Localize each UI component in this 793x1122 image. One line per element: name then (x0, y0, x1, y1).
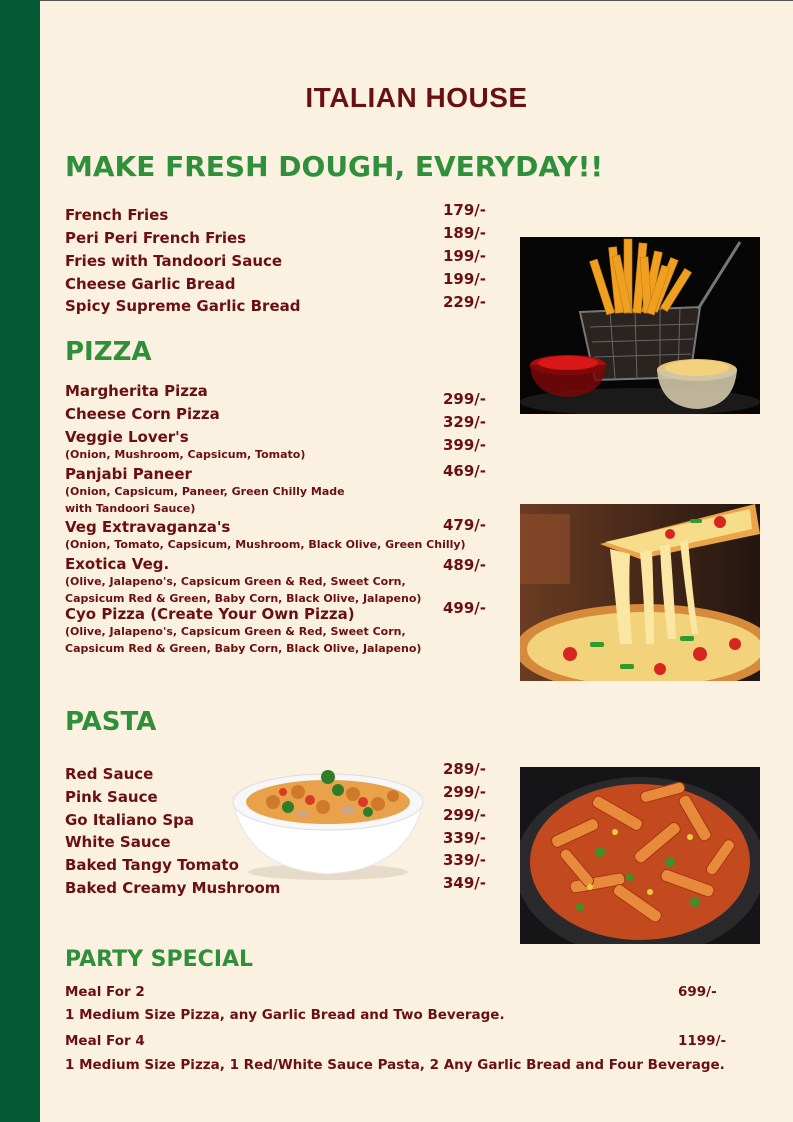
party-item-name: Meal For 4 (65, 1033, 145, 1049)
menu-item-name: Panjabi Paneer (65, 465, 192, 483)
menu-item-name: Go Italiano Spa (65, 811, 194, 829)
menu-item-name: Cheese Garlic Bread (65, 275, 236, 293)
menu-item-price: 199/- (443, 247, 487, 265)
section-heading-pasta: PASTA (65, 707, 157, 737)
fries-basket-icon (520, 237, 760, 414)
party-item-price: 1199/- (678, 1033, 727, 1049)
menu-item-description: (Onion, Capsicum, Paneer, Green Chilly Made with Tandoori Sauce) (65, 485, 345, 515)
menu-item-price: 329/- (443, 413, 487, 431)
menu-item-price: 399/- (443, 436, 487, 454)
menu-item-description: (Olive, Jalapeno's, Capsicum Green & Red, Sweet Corn, Capsicum Red & Green, Baby Corn, Black Olive, Jalapeno) (65, 625, 422, 655)
menu-item-name: Pink Sauce (65, 788, 158, 806)
menu-item-price: 499/- (443, 599, 487, 617)
menu-item-price: 289/- (443, 760, 487, 778)
menu-item-price: 229/- (443, 293, 487, 311)
menu-item-price: 339/- (443, 829, 487, 847)
party-item-name: Meal For 2 (65, 984, 145, 1000)
menu-item-name: French Fries (65, 206, 169, 224)
menu-item-name: Baked Creamy Mushroom (65, 879, 281, 897)
menu-item-name: Veg Extravaganza's (65, 518, 231, 536)
restaurant-title: ITALIAN HOUSE (305, 82, 528, 113)
menu-item-price: 349/- (443, 874, 487, 892)
section-heading-pizza: PIZZA (65, 337, 152, 367)
menu-item-price: 189/- (443, 224, 487, 242)
left-green-band (0, 0, 40, 1122)
menu-item-name: Fries with Tandoori Sauce (65, 252, 283, 270)
menu-item-price: 339/- (443, 851, 487, 869)
party-item-description: 1 Medium Size Pizza, 1 Red/White Sauce Pasta, 2 Any Garlic Bread and Four Beverage. (65, 1057, 725, 1073)
pasta-bowl-icon (228, 762, 428, 882)
menu-item-price: 199/- (443, 270, 487, 288)
menu-item-name: Cheese Corn Pizza (65, 405, 220, 423)
menu-item-price: 469/- (443, 462, 487, 480)
menu-item-price: 489/- (443, 556, 487, 574)
menu-item-name: White Sauce (65, 833, 171, 851)
penne-photo (520, 767, 760, 944)
menu-item-price: 299/- (443, 783, 487, 801)
pizza-photo (520, 504, 760, 681)
menu-item-name: Peri Peri French Fries (65, 229, 247, 247)
penne-pasta-icon (520, 767, 760, 944)
menu-item-price: 299/- (443, 390, 487, 408)
section-heading-party-special: PARTY SPECIAL (65, 947, 254, 972)
top-border (40, 0, 793, 1)
menu-item-description: (Onion, Tomato, Capsicum, Mushroom, Black Olive, Green Chilly) (65, 538, 466, 551)
menu-item-name: Veggie Lover's (65, 428, 189, 446)
section-heading-starters: MAKE FRESH DOUGH, EVERYDAY!! (65, 150, 604, 183)
menu-item-name: Exotica Veg. (65, 555, 170, 573)
party-item-price: 699/- (678, 984, 717, 1000)
pasta-bowl-photo (228, 762, 428, 882)
menu-item-name: Red Sauce (65, 765, 154, 783)
menu-item-name: Margherita Pizza (65, 382, 208, 400)
menu-item-name: Spicy Supreme Garlic Bread (65, 297, 301, 315)
menu-item-price: 479/- (443, 516, 487, 534)
fries-photo (520, 237, 760, 414)
cheese-pizza-icon (520, 504, 760, 681)
menu-item-name: Cyo Pizza (Create Your Own Pizza) (65, 605, 355, 623)
party-item-description: 1 Medium Size Pizza, any Garlic Bread and Two Beverage. (65, 1007, 505, 1023)
menu-item-name: Baked Tangy Tomato (65, 856, 239, 874)
menu-item-description: (Onion, Mushroom, Capsicum, Tomato) (65, 448, 306, 461)
menu-item-description: (Olive, Jalapeno's, Capsicum Green & Red, Sweet Corn, Capsicum Red & Green, Baby Corn, Black Olive, Jalapeno) (65, 575, 422, 605)
menu-item-price: 179/- (443, 201, 487, 219)
menu-item-price: 299/- (443, 806, 487, 824)
